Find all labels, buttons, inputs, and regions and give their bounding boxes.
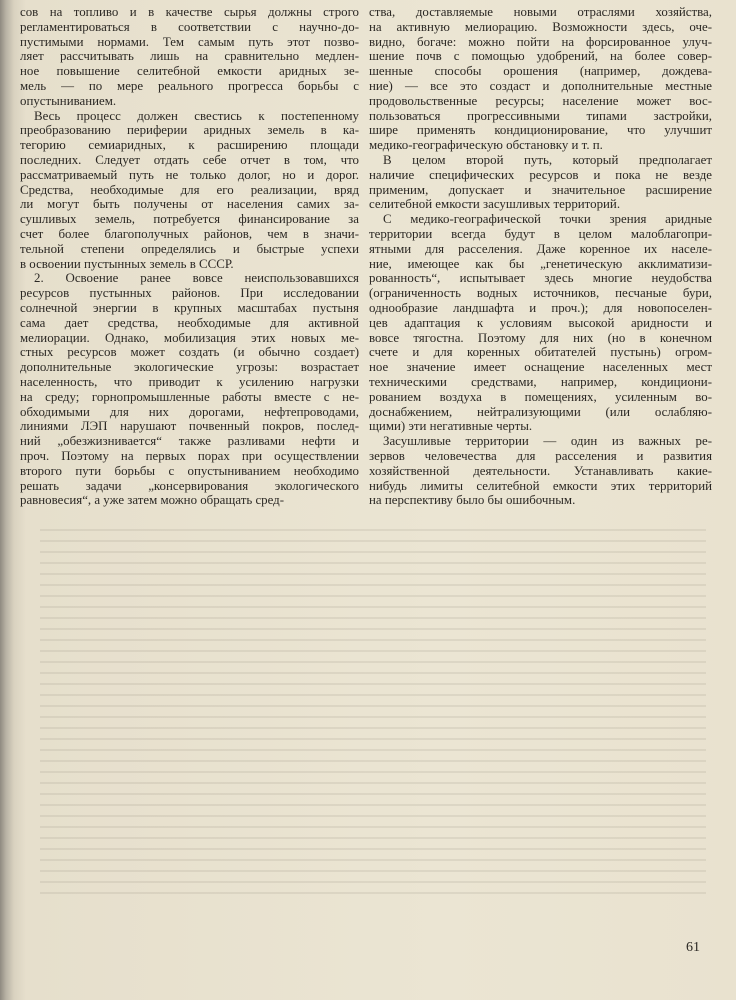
- text-line: тельной степени определялись и быстрые успехи: [20, 241, 359, 256]
- text-line: применим, допускает и значительное расширение: [369, 182, 712, 197]
- text-line: щими) эти негативные черты.: [369, 419, 533, 434]
- text-line: зервов человечества для расселения и развития: [369, 448, 712, 463]
- page-number: 61: [686, 940, 700, 955]
- right-text-column: [369, 5, 712, 508]
- text-line: на перспективу было бы ошибочным.: [369, 493, 576, 508]
- text-line: В целом второй путь, который предполагает: [383, 152, 712, 167]
- text-line: видно, богаче: можно пойти на форсированное улуч-: [369, 34, 712, 49]
- text-line: ресурсов пустынных районов. При исследовании: [20, 286, 359, 301]
- text-line: ятными для расселения. Даже коренное их населе-: [369, 241, 712, 256]
- text-line: ние, имеющее как бы „генетическую акклиматизи-: [369, 256, 712, 271]
- bleed-through-texture: [40, 520, 706, 900]
- text-line: сов на топливо и в качестве сырья должны строго: [20, 5, 359, 19]
- paragraph: [369, 5, 712, 153]
- text-line: дополнительные экологические угрозы: возрастает: [20, 360, 359, 375]
- text-line: ства, доставляемые новыми отраслями хозяйства,: [369, 5, 712, 19]
- text-line: в освоении пустынных земель в СССР.: [20, 256, 234, 271]
- paragraph: [369, 212, 712, 434]
- text-line: преобразованию периферии аридных земель в ка-: [20, 123, 359, 138]
- text-line: стных ресурсов может создать (и обычно создает): [20, 345, 359, 360]
- text-line: 2. Освоение ранее вовсе неиспользовавшихся: [34, 271, 359, 286]
- text-line: цев адаптация к условиям высокой аридности и: [369, 315, 712, 330]
- paragraph: [369, 153, 712, 212]
- text-line: проч. Поэтому на первых порах при осуществлении: [20, 448, 359, 463]
- text-line: счет более благополучных районов, чем в значи-: [20, 226, 359, 241]
- text-line: однообразие ландшафта и проч.); для новопоселен-: [369, 300, 712, 315]
- text-line: наличие специфических ресурсов и пока не везде: [369, 167, 712, 182]
- text-line: последних. Следует отдать себе отчет в том, что: [20, 152, 359, 167]
- text-line: шире применять кондиционирование, что улучшит: [369, 123, 712, 138]
- text-line: пустимыми нормами. Тем самым путь этот позво-: [20, 34, 359, 49]
- paragraph: [20, 109, 359, 272]
- text-line: рассматриваемый путь не только долог, но и дорог.: [20, 167, 359, 182]
- text-line: Средства, необходимые для его реализации, вряд: [20, 182, 359, 197]
- text-line: продовольственные ресурсы; население может вос-: [369, 93, 712, 108]
- text-line: территории всегда будут в целом малоблагопри-: [369, 226, 712, 241]
- text-line: ний „обезжизнивается“ также разливами нефти и: [20, 434, 359, 449]
- text-line: тегорию семиаридных, к расширению площади: [20, 138, 359, 153]
- text-line: медико-географическую обстановку и т. п.: [369, 138, 603, 153]
- text-line: обходимыми для них дорогами, нефтепроводами,: [20, 404, 359, 419]
- text-line: линиями ЛЭП нарушают почвенный покров, послед-: [20, 419, 359, 434]
- text-line: хозяйственной деятельности. Устанавливать какие-: [369, 463, 712, 478]
- text-line: пользоваться прогрессивными типами застройки,: [369, 108, 712, 123]
- text-line: счете и для коренных обитателей пустынь) огром-: [369, 345, 712, 360]
- text-line: на активную мелиорацию. Возможности здесь, оче-: [369, 19, 712, 34]
- text-line: регламентироваться в соответствии с научно-до-: [20, 19, 359, 34]
- text-line: на среду; горнопромышленные работы вместе с не-: [20, 389, 359, 404]
- text-line: ляет рассчитывать лишь на сравнительно медлен-: [20, 49, 359, 64]
- text-line: солнечной энергии в крупных масштабах пустыня: [20, 300, 359, 315]
- text-line: рованием воздуха в помещениях, усиленным во-: [369, 389, 712, 404]
- text-line: С медико-географической точки зрения аридные: [383, 212, 712, 227]
- text-line: селитебной емкости засушливых территорий.: [369, 197, 621, 212]
- paragraph: [369, 434, 712, 508]
- text-line: доснабжением, нейтрализующими (или ослабляю-: [369, 404, 712, 419]
- paragraph: [20, 271, 359, 508]
- text-line: мель — по мере реального прогресса борьбы с: [20, 78, 359, 93]
- text-line: ное повышение селитебной емкости аридных зе-: [20, 64, 359, 79]
- text-line: техническими средствами, например, кондициони-: [369, 374, 712, 389]
- text-line: вовсе тягостна. Поэтому для них (но в конечном: [369, 330, 712, 345]
- text-line: нибудь лимиты селитебной емкости этих территорий: [369, 478, 712, 493]
- text-line: второго пути борьбы с опустыниванием необходимо: [20, 463, 359, 478]
- text-line: сушливых земель, потребуется финансирование за: [20, 212, 359, 227]
- left-text-column: [20, 5, 359, 508]
- text-line: опустыниванием.: [20, 93, 117, 108]
- text-line: ние) — все это создаст и дополнительные местные: [369, 78, 712, 93]
- text-line: населенность, что приводит к усилению нагрузки: [20, 374, 359, 389]
- text-line: рованность“, испытывает здесь многие неудобства: [369, 271, 712, 286]
- paragraph: [20, 5, 359, 109]
- text-line: (ограниченность водных источников, песчаные бури,: [369, 286, 712, 301]
- text-line: Весь процесс должен свестись к постепенному: [34, 108, 359, 123]
- text-line: шение почв с помощью удобрений, на более совер-: [369, 49, 712, 64]
- text-line: мелиорации. Однако, мобилизация этих новых ме-: [20, 330, 359, 345]
- text-line: Засушливые территории — один из важных ре-: [383, 434, 712, 449]
- text-line: сама дает средства, необходимые для активной: [20, 315, 359, 330]
- text-line: ли могут быть получены от населения самих за-: [20, 197, 359, 212]
- text-line: ное значение имеет оснащение населенных мест: [369, 360, 712, 375]
- text-line: равновесия“, а уже затем можно обращать сред-: [20, 493, 285, 508]
- text-line: решать задачи „консервирования экологического: [20, 478, 359, 493]
- text-line: шенные способы орошения (например, дождева-: [369, 64, 712, 79]
